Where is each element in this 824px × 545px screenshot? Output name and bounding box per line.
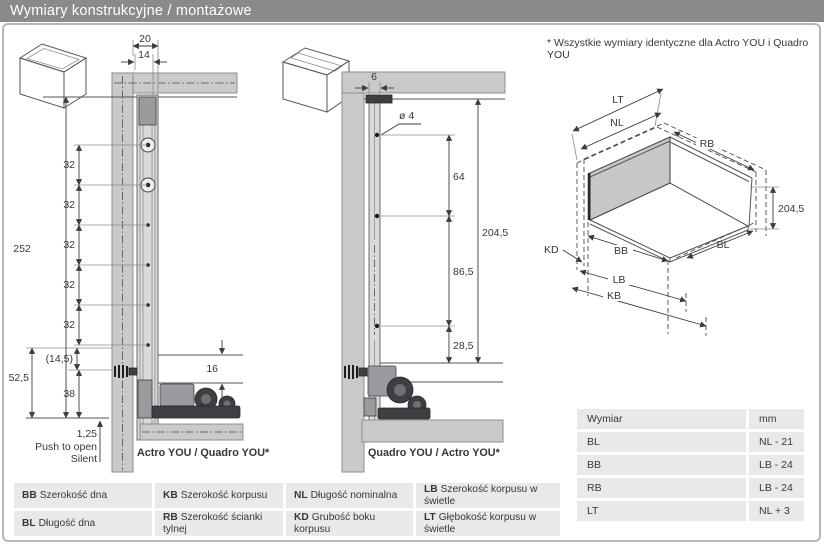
dim-6-label: 6	[371, 71, 377, 83]
table-row	[577, 432, 804, 452]
mm-cell: NL - 21	[749, 432, 804, 452]
dim-dia4-label: ø 4	[399, 110, 415, 122]
iso-nl-label: NL	[610, 117, 624, 129]
drawer-icon-open	[283, 48, 349, 112]
screw-left	[115, 365, 137, 378]
legend-cell-kb: KB Szerokość korpusu	[155, 483, 283, 508]
legend-row	[14, 511, 560, 536]
dim-204-5-label: 204,5	[482, 227, 509, 239]
dim-32-label: 32	[63, 199, 75, 211]
iso-lb-label: LB	[612, 274, 626, 286]
iso-drawer-drawing	[544, 89, 804, 336]
dimension-table	[574, 406, 807, 524]
legend-cell-bb: BB Szerokość dna	[14, 483, 152, 508]
dim-86-5-label: 86,5	[453, 266, 474, 278]
push-to-open-label: Push to open	[35, 441, 97, 453]
iso-lt-label: LT	[612, 94, 624, 106]
column-header-mm: mm	[749, 409, 804, 429]
footnote: * Wszystkie wymiary identyczne dla Actro YOU i Quadro YOU	[547, 37, 809, 61]
iso-kb-label: KB	[606, 290, 622, 302]
middle-drawing-caption: Quadro YOU / Actro YOU*	[368, 447, 500, 459]
iso-rb-label: RB	[699, 138, 715, 150]
dim-cell: LT	[577, 501, 746, 521]
dim-14-label: 14	[138, 49, 150, 61]
iso-height-label: 204,5	[778, 203, 805, 215]
middle-section-drawing	[283, 48, 508, 472]
legend-cell-lb: LB Szerokość korpusu w świetle	[416, 483, 560, 508]
dim-1-25-label: 1,25	[76, 428, 97, 440]
dim-14-5-label: (14,5)	[45, 353, 73, 365]
left-section-drawing	[9, 33, 270, 472]
legend-cell-lt: LT Głębokość korpusu w świetle	[416, 511, 560, 536]
iso-bb-label: BB	[613, 245, 629, 257]
dim-20-label: 20	[139, 33, 151, 45]
legend-cell-bl: BL Długość dna	[14, 511, 152, 536]
dim-cell: RB	[577, 478, 746, 498]
drawer-icon-closed	[20, 44, 86, 108]
left-drawing-caption: Actro YOU / Quadro YOU*	[137, 447, 270, 459]
column-header-wymiar: Wymiar	[577, 409, 746, 429]
dim-38-label: 38	[63, 388, 75, 400]
damper-unit-middle	[364, 366, 430, 419]
dim-32-label: 32	[63, 159, 75, 171]
legend-row	[14, 483, 560, 508]
legend-cell-kd: KD Grubość boku korpusu	[286, 511, 413, 536]
dim-28-5-label: 28,5	[453, 340, 474, 352]
mm-cell: NL + 3	[749, 501, 804, 521]
iso-kd-label: KD	[544, 244, 559, 256]
table-row	[577, 455, 804, 475]
iso-bl-label: BL	[716, 239, 730, 251]
dim-16-label: 16	[206, 363, 218, 375]
dim-32-label: 32	[63, 239, 75, 251]
dim-32-label: 32	[63, 279, 75, 291]
dim-52-5-label: 52,5	[8, 372, 29, 384]
dim-32-label: 32	[63, 319, 75, 331]
mm-cell: LB - 24	[749, 455, 804, 475]
legend-cell-nl: NL Długość nominalna	[286, 483, 413, 508]
table-row	[577, 501, 804, 521]
dim-cell: BB	[577, 455, 746, 475]
dim-64-label: 64	[453, 171, 465, 183]
legend-cell-rb: RB Szerokość ścianki tylnej	[155, 511, 283, 536]
table-header-row	[577, 409, 804, 429]
legend-table	[11, 480, 563, 539]
table-row	[577, 478, 804, 498]
dim-cell: BL	[577, 432, 746, 452]
dim-252-label: 252	[13, 243, 31, 255]
silent-label: Silent	[70, 453, 97, 465]
page-title: Wymiary konstrukcyjne / montażowe	[0, 0, 824, 22]
mm-cell: LB - 24	[749, 478, 804, 498]
